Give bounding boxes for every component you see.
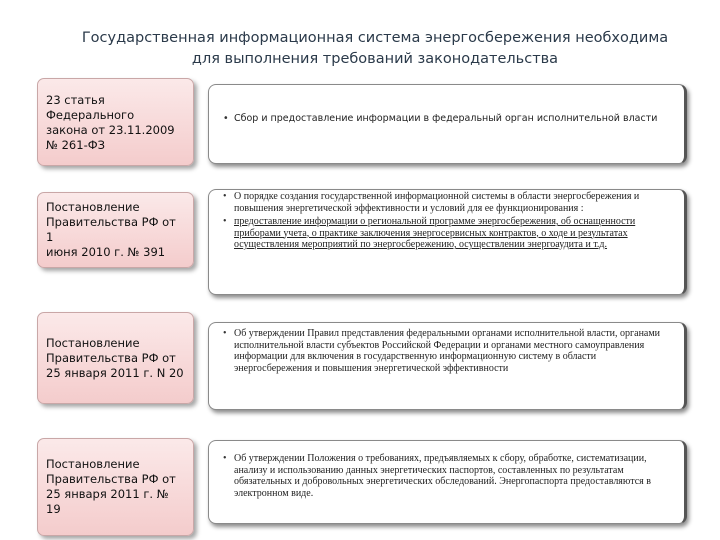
requirement-item: • предоставление информации о региональной программе энергосбережения, об оснащенности приборами учета, о практике заключения энергосервисных контрактов, о ходе и результатах осуществления мероприятий по энергосбережению, осуществлении энергоаудита и т.д. bbox=[223, 216, 674, 251]
requirement-list bbox=[209, 453, 684, 499]
requirement-list bbox=[209, 328, 684, 374]
requirement-box-law-261 bbox=[208, 84, 687, 164]
requirement-item: • О порядке создания государственной информационной системы в области энергосбережения и повышения энергетической эффективности и условий для ее функционирования : bbox=[223, 191, 674, 214]
requirement-list bbox=[209, 113, 684, 125]
requirement-item: • Об утверждении Правил представления федеральными органами исполнительной власти, органами исполнительной власти субъектов Российской Федерации и органами местного самоуправления информации для включения в государственную информационную систему в области энергосбережения и повышения энергетической эффективности bbox=[223, 328, 674, 374]
legal-basis-box-decree-20 bbox=[37, 312, 194, 404]
requirement-item: • Об утверждении Положения о требованиях, предъявляемых к сбору, обработке, систематизации, анализу и использованию данных энергетических паспортов, составленных по результатам обязательных и добровольных энергетических обследований. Энергопаспорта предоставляются в электронном виде. bbox=[223, 453, 674, 499]
legal-basis-label: Постановление Правительства РФ от 1 июня 2010 г. № 391 bbox=[46, 200, 176, 259]
requirement-list bbox=[209, 191, 684, 251]
legal-basis-label: Постановление Правительства РФ от 25 января 2011 г. № 19 bbox=[46, 457, 176, 516]
legal-basis-box-law-261 bbox=[37, 78, 194, 166]
legal-basis-label: Постановление Правительства РФ от 25 января 2011 г. N 20 bbox=[46, 335, 184, 380]
requirement-box-decree-20 bbox=[208, 322, 687, 410]
requirement-box-decree-19 bbox=[208, 440, 687, 524]
requirement-item: • Сбор и предоставление информации в федеральный орган исполнительной власти bbox=[223, 113, 674, 125]
legal-basis-label: 23 статья Федерального закона от 23.11.2009 № 261-ФЗ bbox=[46, 93, 175, 152]
legal-basis-box-decree-391 bbox=[37, 192, 194, 268]
page-title: Государственная информационная система энергосбережения необходима для выполнения требований законодательства bbox=[81, 30, 669, 67]
legal-basis-box-decree-19 bbox=[37, 438, 194, 536]
requirement-box-decree-391 bbox=[208, 189, 687, 295]
